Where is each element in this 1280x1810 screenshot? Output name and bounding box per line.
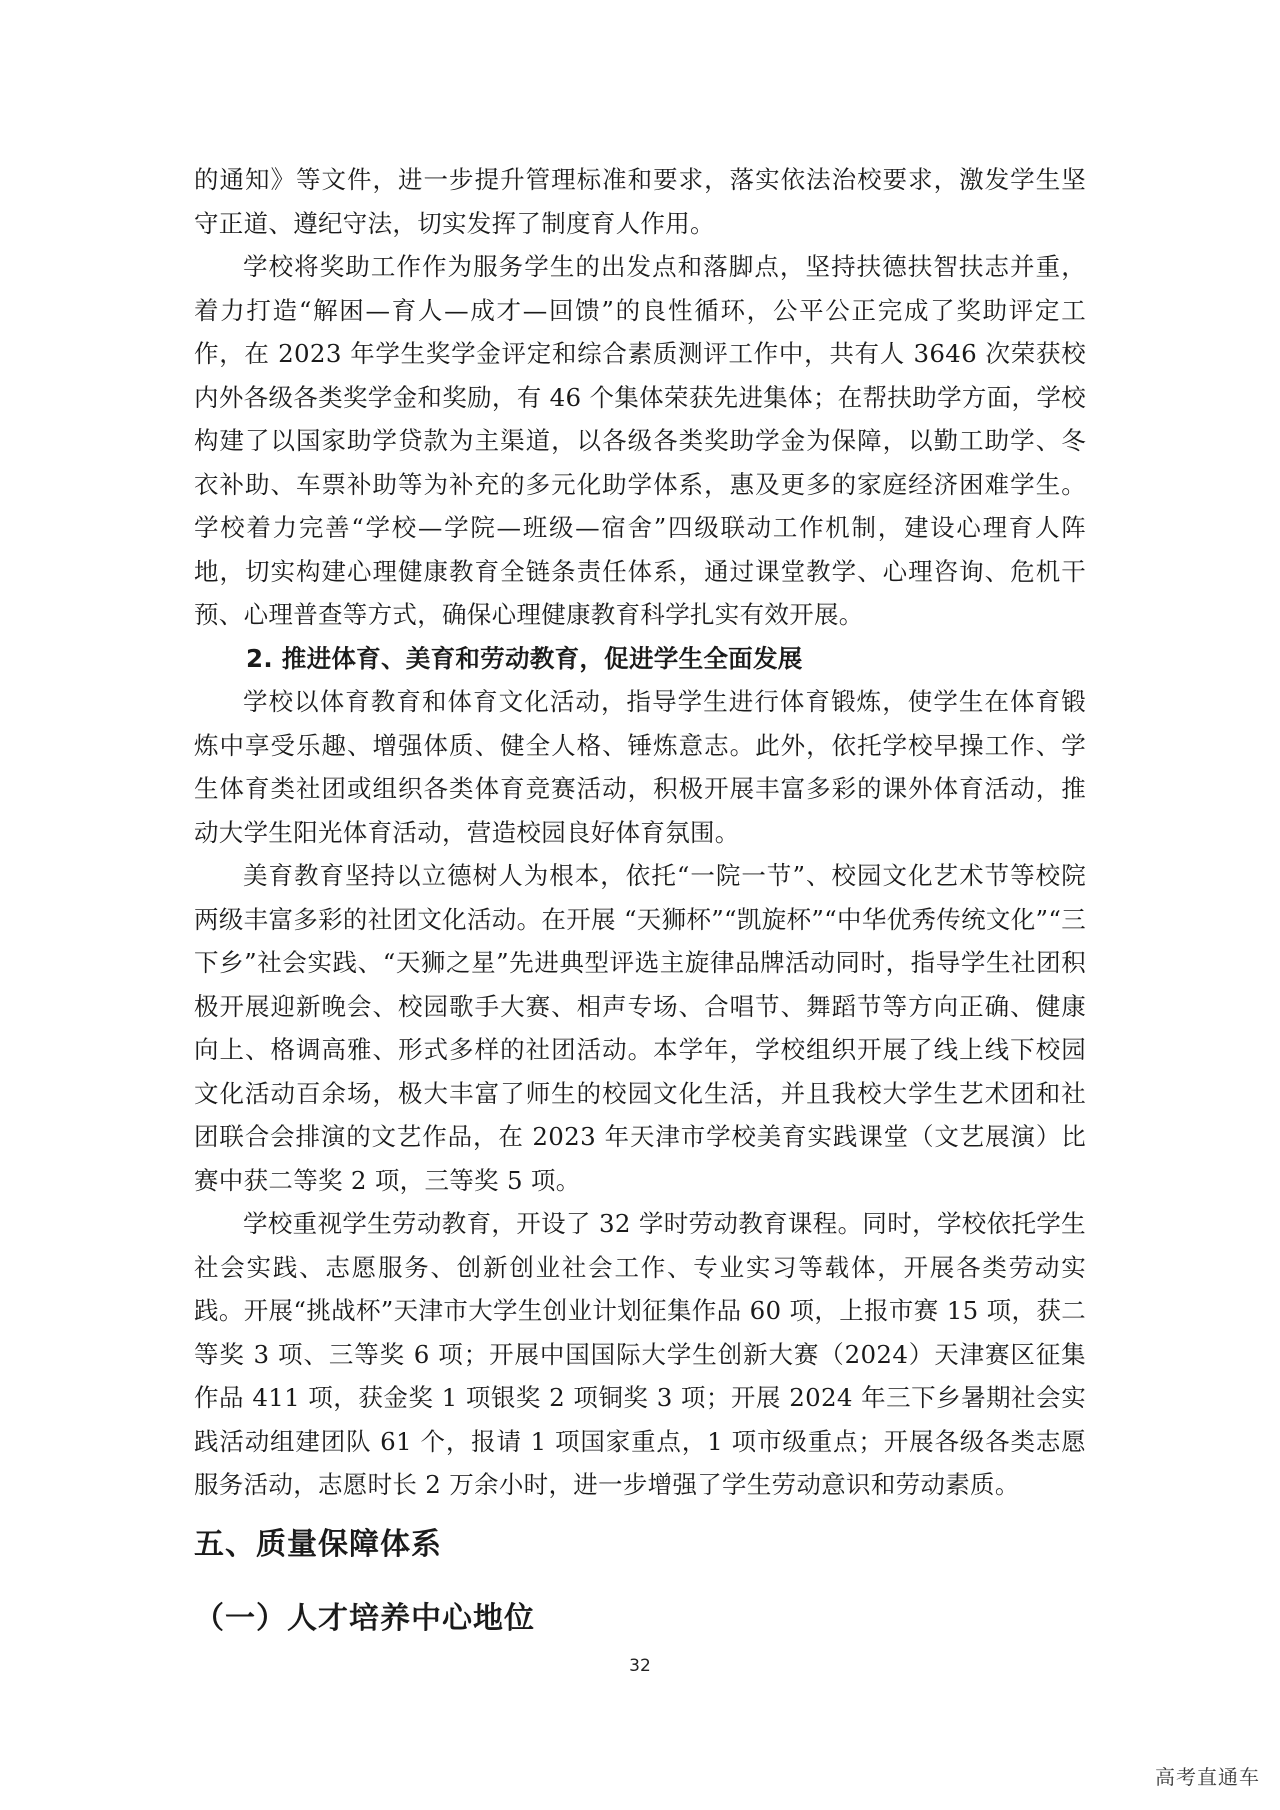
paragraph-aesthetic-education: 美育教育坚持以立德树人为根本，依托“一院一节”、校园文化艺术节等校院两级丰富多彩的社团文化活动。在开展 “天狮杯”“凯旋杯”“中华优秀传统文化”“三下乡”社会实践、“天狮之星”先进典型评选主旋律品牌活动同时，指导学生社团积极开展迎新晚会、校园歌手大赛、相声专场、合唱节、舞蹈节等方向正确、健康向上、格调高雅、形式多样的社团活动。本学年，学校组织开展了线上线下校园文化活动百余场，极大丰富了师生的校园文化生活，并且我校大学生艺术团和社团联合会排演的文艺作品，在 2023 年天津市学校美育实践课堂（文艺展演）比赛中获二等奖 2 项，三等奖 5 项。 bbox=[194, 861, 1086, 1195]
page-number: 32 bbox=[629, 1656, 651, 1676]
paragraph-scholarship-aid: 学校将奖助工作作为服务学生的出发点和落脚点，坚持扶德扶智扶志并重，着力打造“解困—育人—成才—回馈”的良性循环，公平公正完成了奖助评定工作，在 2023 年学生奖学金评定和综合素质测评工作中，共有人 3646 次荣获校内外各级各类奖学金和奖励，有 46 个集体荣获先进集体；在帮扶助学方面，学校构建了以国家助学贷款为主渠道，以各级各类奖助学金为保障，以勤工助学、冬衣补助、车票补助等为补充的多元化助学体系，惠及更多的家庭经济困难学生。学校着力完善“学校—学院—班级—宿舍”四级联动工作机制，建设心理育人阵地，切实构建心理健康教育全链条责任体系，通过课堂教学、心理咨询、危机干预、心理普查等方式，确保心理健康教育科学扎实有效开展。 bbox=[194, 252, 1086, 629]
paragraph-sports-education: 学校以体育教育和体育文化活动，指导学生进行体育锻炼，使学生在体育锻炼中享受乐趣、增强体质、健全人格、锤炼意志。此外，依托学校早操工作、学生体育类社团或组织各类体育竞赛活动，积极开展丰富多彩的课外体育活动，推动大学生阳光体育活动，营造校园良好体育氛围。 bbox=[194, 687, 1086, 847]
paragraph-labor-education: 学校重视学生劳动教育，开设了 32 学时劳动教育课程。同时，学校依托学生社会实践、志愿服务、创新创业社会工作、专业实习等载体，开展各类劳动实践。开展“挑战杯”天津市大学生创业计划征集作品 60 项，上报市赛 15 项，获二等奖 3 项、三等奖 6 项；开展中国国际大学生创新大赛（2024）天津赛区征集作品 411 项，获金奖 1 项银奖 2 项铜奖 3 项；开展 2024 年三下乡暑期社会实践活动组建团队 61 个，报请 1 项国家重点，1 项市级重点；开展各级各类志愿服务活动，志愿时长 2 万余小时，进一步增强了学生劳动意识和劳动素质。 bbox=[194, 1209, 1086, 1499]
page-content bbox=[194, 158, 1086, 1649]
section-heading: 五、质量保障体系 bbox=[194, 1526, 442, 1562]
paragraph-continuation: 的通知》等文件，进一步提升管理标准和要求，落实依法治校要求，激发学生坚守正道、遵纪守法，切实发挥了制度育人作用。 bbox=[194, 165, 1086, 238]
subsection-heading: （一）人才培养中心地位 bbox=[194, 1600, 535, 1636]
subheading-sports-arts-labor: 2. 推进体育、美育和劳动教育，促进学生全面发展 bbox=[246, 643, 803, 673]
watermark: 高考直通车 bbox=[1155, 1765, 1260, 1789]
